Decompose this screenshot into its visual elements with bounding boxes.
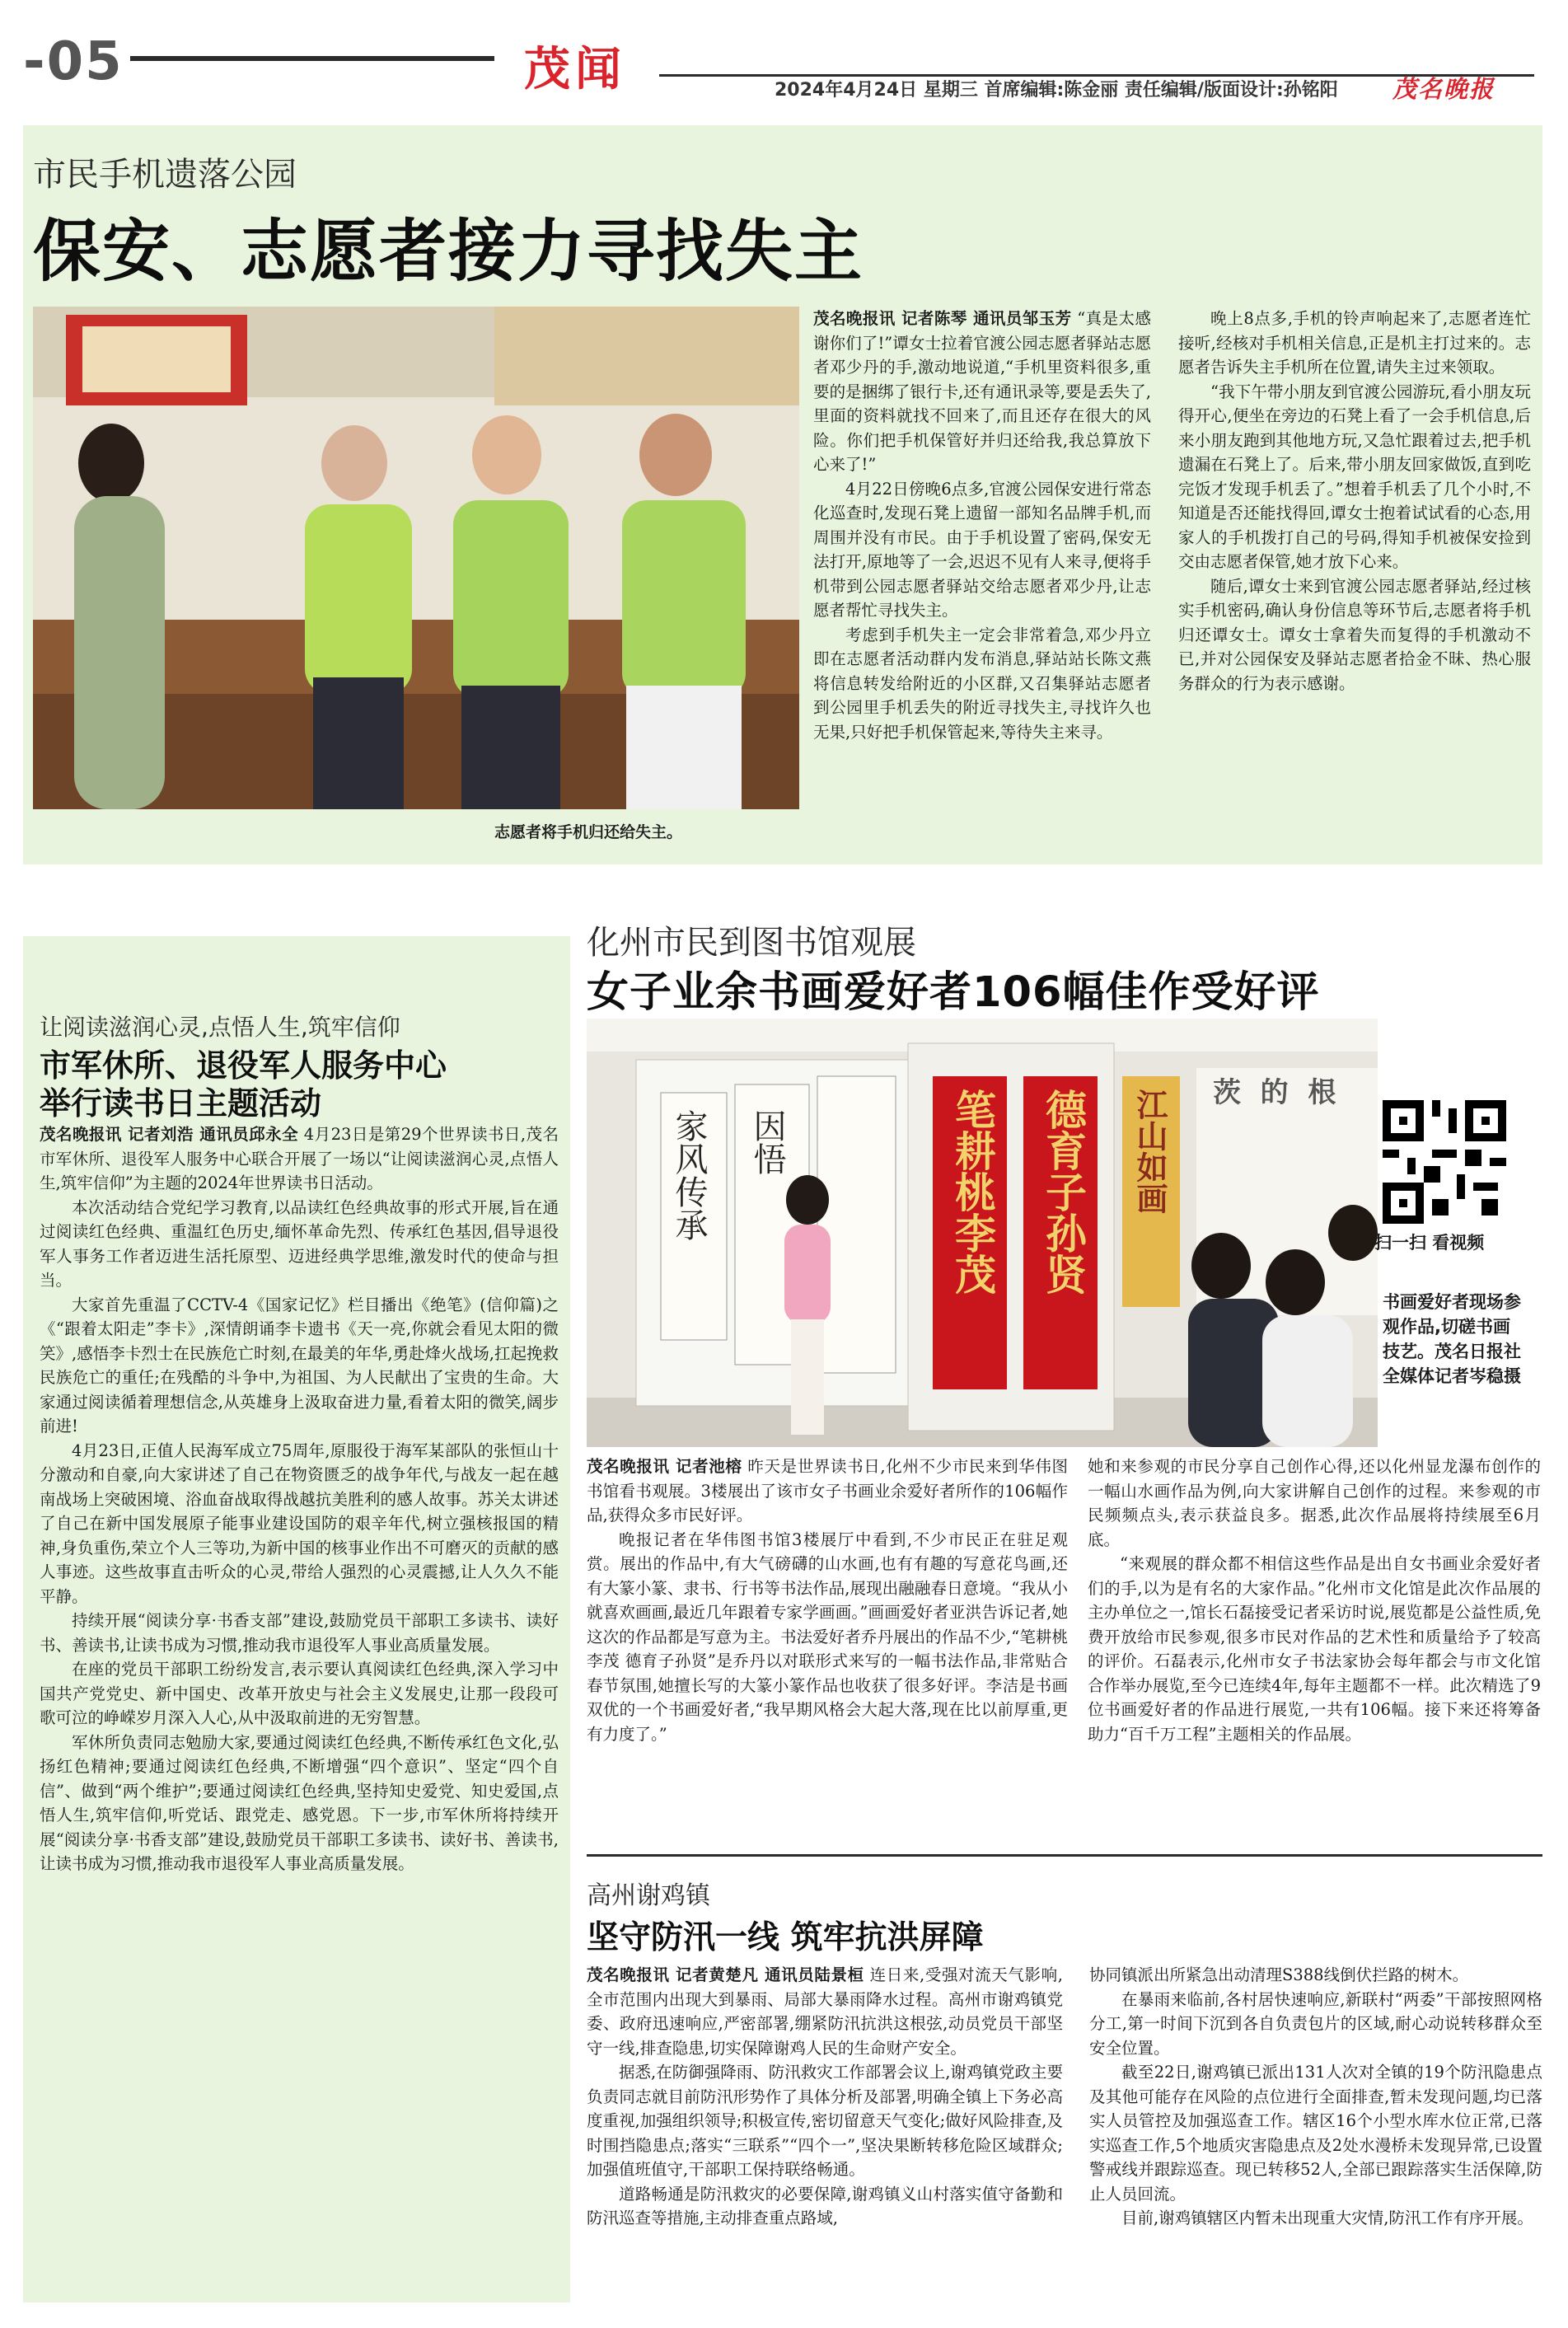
story3-col2 (1088, 1454, 1541, 1746)
story1-kicker: 市民手机遗落公园 (33, 156, 297, 194)
story2-p3: 大家首先重温了CCTV-4《国家记忆》栏目播出《绝笔》(信仰篇)之《“跟着太阳走”李卡》,深情朗诵李卡遗书《天一亮,你就会看见太阳的微笑》,感悟李卡烈士在民族危亡时刻,在最美的年华,勇赴烽火战场,扛起挽救民族危亡的重任;在残酷的斗争中,为祖国、为人民献出了宝贵的生命。大家通过阅读循着理想信念,从英雄身上汲取奋进力量,看着太阳的微笑,阔步前进! (40, 1295, 559, 1436)
story3-col1-p1: 昨天是世界读书日,化州不少市民来到华伟图书馆看书观展。3楼展出了该市女子书画业余爱好者所作的106幅作品,获得众多市民好评。 (587, 1457, 1068, 1525)
story4-byline: 茂名晚报讯 记者黄楚凡 通讯员陆景桓 (587, 1965, 864, 1984)
story3-title: 女子业余书画爱好者106幅佳作受好评 (587, 968, 1320, 1017)
story4-col1-p3: 道路畅通是防汛救灾的必要保障,谢鸡镇义山村落实值守备勤和防汛巡查等措施,主动排查重点路域, (587, 2184, 1063, 2227)
story2-title-line2: 举行读书日主题活动 (40, 1085, 322, 1122)
scroll-red-1: 笔耕桃李茂 (948, 1089, 997, 1295)
scroll-white-1: 家风传承 (670, 1109, 708, 1241)
story3-col1 (587, 1454, 1068, 1746)
story2-p1: 4月23日是第29个世界读书日,茂名市军休所、退役军人服务中心联合开展了一场以“让阅读滋润心灵,点悟人生,筑牢信仰”为主题的2024年世界读书日活动。 (40, 1125, 559, 1192)
story1-col1 (813, 307, 1151, 744)
story1-photo (33, 307, 799, 809)
story4-kicker: 高州谢鸡镇 (587, 1881, 710, 1910)
wall-lettering: 茨 的 根 (1213, 1076, 1336, 1109)
story4-col2 (1089, 1963, 1542, 2231)
story3-byline: 茂名晚报讯 记者池榕 (587, 1457, 742, 1476)
section-name: 茂闻 (524, 43, 626, 96)
story3-photo (587, 1019, 1378, 1447)
scroll-red-2: 德育子孙贤 (1039, 1089, 1088, 1295)
story1-byline: 茂名晚报讯 记者陈琴 通讯员邹玉芳 (813, 309, 1072, 328)
story4-title: 坚守防汛一线 筑牢抗洪屏障 (587, 1919, 984, 1956)
story4-col2-p1: 协同镇派出所紧急出动清理S388线倒伏拦路的树木。 (1089, 1965, 1469, 1984)
story2-p7: 军休所负责同志勉励大家,要通过阅读红色经典,不断传承红色文化,弘扬红色精神;要通过阅读红色经典,不断增强“四个意识”、坚定“四个自信”、做到“两个维护”;要通过阅读红色经典,坚持知史爱党、知史爱国,点悟人生,筑牢信仰,听党话、跟党走、感党恩。下一步,市军休所将持续开展“阅读分享·书香支部”建设,鼓励党员干部职工多读书、读好书、善读书,让读书成为习惯,推动我市退役军人事业高质量发展。 (40, 1732, 559, 1873)
story1-col2-p1: 晚上8点多,手机的铃声响起来了,志愿者连忙接听,经核对手机相关信息,正是机主打过来的。志愿者告诉失主手机所在位置,请失主过来领取。 (1178, 309, 1531, 377)
page-header (0, 0, 1568, 103)
story4-col2-p3: 截至22日,谢鸡镇已派出131人次对全镇的19个防汛隐患点及其他可能存在风险的点位进行全面排查,暂未发现问题,均已落实人员管控及加强巡查工作。辖区16个小型水库水位正常,已落实巡查工作,5个地质灾害隐患点及2处水漫桥未发现异常,已设置警戒线并跟踪巡查。现已转移52人,全部已跟踪落实生活保障,防止人员回流。 (1089, 2063, 1542, 2204)
issue-info: 2024年4月24日 星期三 首席编辑:陈金丽 责任编辑/版面设计:孙铭阳 (775, 80, 1338, 101)
qr-code[interactable] (1383, 1100, 1506, 1224)
story2-p4: 4月23日,正值人民海军成立75周年,原服役于海军某部队的张恒山十分激动和自豪,向大家讲述了自己在物资匮乏的战争年代,与战友一起在越南战场上突破困境、浴血奋战取得战越抗美胜利的感人故事。苏关太讲述了自己在新中国发展原子能事业建设国防的艰辛年代,树立强核报国的精神,身负重伤,荣立个人三等功,为新中国的核事业作出不可磨灭的贡献的感人事迹。这些故事直击听众的心灵,带给人强烈的心灵震撼,让人久久不能平静。 (40, 1440, 559, 1606)
scroll-white-2: 因悟 (748, 1109, 786, 1175)
story2-body (40, 1122, 559, 1876)
page-number: -05 (16, 31, 130, 92)
story1-col1-p2: 4月22日傍晚6点多,官渡公园保安进行常态化巡查时,发现石凳上遗留一部知名品牌手机,而周围并没有市民。由于手机设置了密码,保安无法打开,原地等了一会,迟迟不见有人来寻,便将手机带到公园志愿者驿站交给志愿者邓少丹,让志愿者帮忙寻找失主。 (813, 479, 1151, 620)
story2-title-line1: 市军休所、退役军人服务中心 (40, 1047, 447, 1084)
story4-col2-p4: 目前,谢鸡镇辖区内暂未出现重大灾情,防汛工作有序开展。 (1121, 2209, 1533, 2227)
story3-col2-p2: “来观展的群众都不相信这些作品是出自女书画业余爱好者们的手,以为是有名的大家作品。”化州市文化馆是此次作品展的主办单位之一,馆长石磊接受记者采访时说,展览都是公益性质,免费开放给市民参观,很多市民对作品的艺术性和质量给予了较高的评价。石磊表示,化州市女子书法家协会每年都会与市文化馆合作举办展览,至今已连续4年,每年主题都不一样。此次精选了9位书画爱好者的作品进行展览,一共有106幅。接下来还将筹备助力“百千万工程”主题相关的作品展。 (1088, 1554, 1541, 1744)
story1-col2-p3: 随后,谭女士来到官渡公园志愿者驿站,经过核实手机密码,确认身份信息等环节后,志愿者将手机归还谭女士。谭女士拿着失而复得的手机激动不已,并对公园保安及驿站志愿者拾金不昧、热心服务群众的行为表示感谢。 (1178, 576, 1531, 693)
story1-col2 (1178, 307, 1531, 696)
story3-col2-p1: 她和来参观的市民分享自己创作心得,还以化州显龙瀑布创作的一幅山水画作品为例,向大家讲解自己创作的过程。来参观的市民频频点头,表示获益良多。据悉,此次作品展将持续展至6月底。 (1088, 1457, 1541, 1549)
story4-col1-p2: 据悉,在防御强降雨、防汛救灾工作部署会议上,谢鸡镇党政主要负责同志就目前防汛形势作了具体分析及部署,明确全镇上下务必高度重视,加强组织领导;积极宣传,密切留意天气变化;做好风险排查,及时围挡隐患点;落实“三联系”“四个一”,坚决果断转移危险区域群众;加强值班值守,干部职工保持联络畅通。 (587, 2063, 1063, 2179)
story2-p5: 持续开展“阅读分享·书香支部”建设,鼓励党员干部职工多读书、读好书、善读书,让读书成为习惯,推动我市退役军人事业高质量发展。 (40, 1611, 559, 1655)
story-divider (587, 1854, 1542, 1857)
brand-logo: 茂名晚报 (1392, 75, 1495, 103)
qr-code-image (1383, 1100, 1506, 1224)
story3-photo-caption: 书画爱好者现场参观作品,切磋书画技艺。茂名日报社全媒体记者岑稳摄 (1383, 1292, 1521, 1386)
story1-photo-caption: 志愿者将手机归还给失主。 (494, 823, 683, 841)
story2-kicker: 让阅读滋润心灵,点悟人生,筑牢信仰 (40, 1014, 400, 1041)
story4-col1-p1: 连日来,受强对流天气影响,全市范围内出现大到暴雨、局部大暴雨降水过程。高州市谢鸡镇党委、政府迅速响应,严密部署,绷紧防汛抗洪这根弦,动员党员干部坚守一线,排查隐患,切实保障谢鸡人民的生命财产安全。 (587, 1965, 1063, 2058)
story4-col2-p2: 在暴雨来临前,各村居快速响应,新联村“两委”干部按照网格分工,第一时间下沉到各自负责包片的区域,耐心动说转移群众至安全位置。 (1089, 1989, 1542, 2058)
story3-col1-p2: 晚报记者在华伟图书馆3楼展厅中看到,不少市民正在驻足观赏。展出的作品中,有大气磅礴的山水画,也有有趣的写意花鸟画,还有大篆小篆、隶书、行书等书法作品,展现出融融春日意境。“我从小就喜欢画画,最近几年跟着专家学画画。”画画爱好者亚洪告诉记者,她这次的作品都是写意为主。书法爱好者乔丹展出的作品不少,“笔耕桃李茂 德育子孙贤”是乔丹以对联形式来写的一幅书法作品,非常贴合春节氛围,她擅长写的大篆小篆作品也收获了很多好评。李洁是书画双优的一个书画爱好者,“我早期风格会大起大落,现在比以前厚重,更有力度了。” (587, 1529, 1068, 1744)
qr-caption: 扫一扫 看视频 (1374, 1233, 1485, 1253)
story4-col1 (587, 1963, 1063, 2231)
story1-col1-p3: 考虑到手机失主一定会非常着急,邓少丹立即在志愿者活动群内发布消息,驿站站长陈文燕将信息转发给附近的小区群,又召集驿站志愿者到公园里手机丢失的附近寻找失主,寻找许久也无果,只好把手机保管起来,等待失主来寻。 (813, 625, 1151, 742)
story2-p6: 在座的党员干部职工纷纷发言,表示要认真阅读红色经典,深入学习中国共产党党史、新中国史、改革开放史与社会主义发展史,让那一段段可歌可泣的峥嵘岁月深入人心,从中汲取前进的无穷智慧。 (40, 1660, 559, 1727)
story2-p2: 本次活动结合党纪学习教育,以品读红色经典故事的形式开展,旨在通过阅读红色经典、重温红色历史,缅怀革命先烈、传承红色基因,倡导退役军人事务工作者迈进生活托原型、迈进经典学思维,激发时代的使命与担当。 (40, 1197, 559, 1290)
story1-col1-p1: “真是太感谢你们了!”谭女士拉着官渡公园志愿者驿站志愿者邓少丹的手,激动地说道,“手机里资料很多,重要的是捆绑了银行卡,还有通讯录等,要是丢失了,里面的资料就找不回来了,而且还存在很大的风险。你们把手机保管好并归还给我,我总算放下心来了!” (813, 309, 1152, 474)
scroll-gold: 江山如画 (1131, 1089, 1168, 1214)
story3-people (587, 1019, 1378, 1447)
story1-photo-image (33, 307, 799, 809)
story1-title: 保安、志愿者接力寻找失主 (33, 213, 864, 291)
story3-kicker: 化州市民到图书馆观展 (587, 924, 916, 962)
story1-col2-p2: “我下午带小朋友到官渡公园游玩,看小朋友玩得开心,便坐在旁边的石凳上看了一会手机信息,后来小朋友跑到其他地方玩,又急忙跟着过去,把手机遗漏在石凳上了。后来,带小朋友回家做饭,直到吃完饭才发现手机丢了。”想着手机丢了几个小时,不知道是否还能找得回,谭女士抱着试试看的心态,用家人的手机拨打自己的号码,得知手机被保安捡到交由志愿者保管,她才放下心来。 (1178, 382, 1531, 571)
story2-byline: 茂名晚报讯 记者刘浩 通讯员邱永全 (40, 1125, 299, 1144)
